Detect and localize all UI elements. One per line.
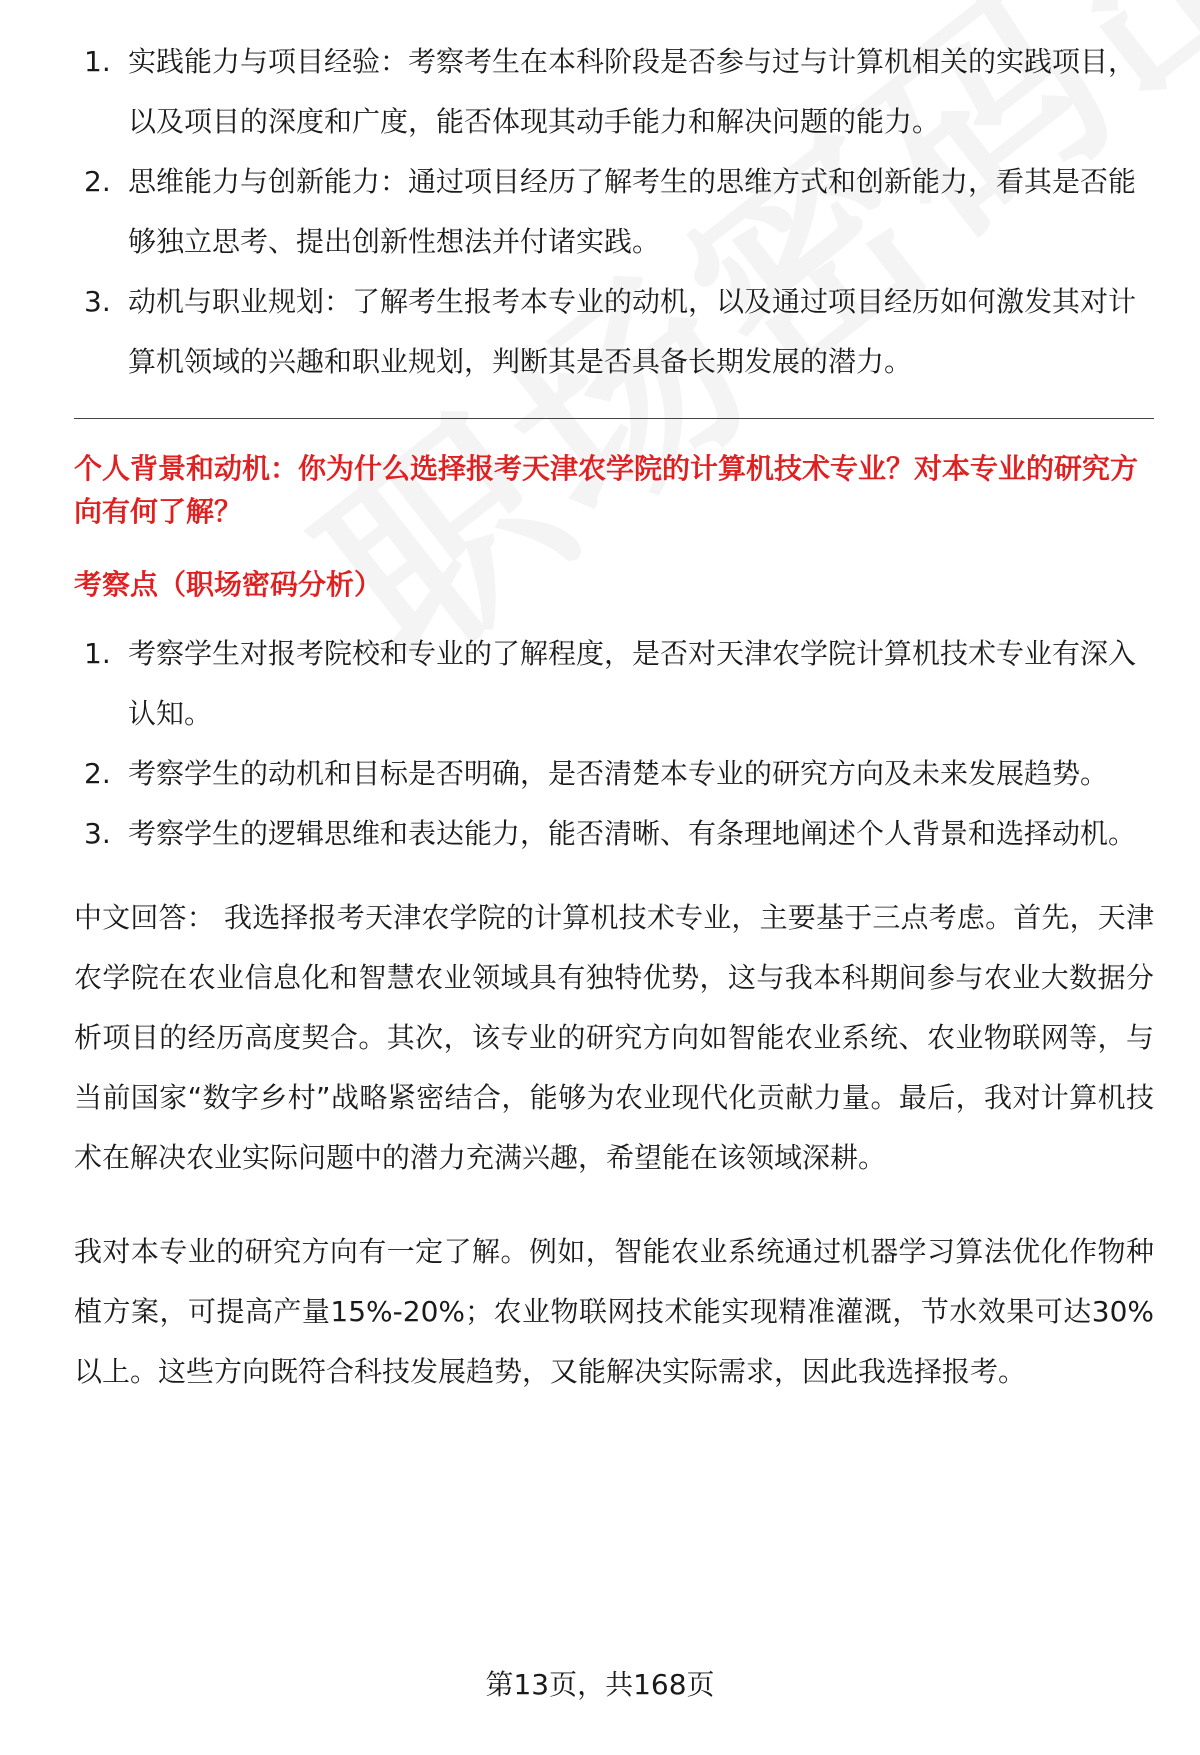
section-divider: [74, 418, 1154, 419]
list-number: 1.: [84, 45, 111, 78]
list-text: 实践能力与项目经验：考察考生在本科阶段是否参与过与计算机相关的实践项目，以及项目的深度和广度，能否体现其动手能力和解决问题的能力。: [128, 45, 1137, 138]
list-text: 思维能力与创新能力：通过项目经历了解考生的思维方式和创新能力，看其是否能够独立思考、提出创新性想法并付诸实践。: [128, 165, 1137, 258]
list-text: 动机与职业规划：了解考生报考本专业的动机，以及通过项目经历如何激发其对计算机领域的兴趣和职业规划，判断其是否具备长期发展的潜力。: [128, 285, 1137, 378]
list-item: [74, 32, 1154, 152]
exam-points-heading: 考察点（职场密码分析）: [74, 568, 383, 601]
criteria-list: [74, 32, 1154, 392]
list-item: [74, 744, 1154, 804]
list-number: 3.: [84, 817, 111, 850]
list-text: 考察学生对报考院校和专业的了解程度，是否对天津农学院计算机技术专业有深入认知。: [128, 637, 1137, 730]
answer-paragraph: 中文回答： 我选择报考天津农学院的计算机技术专业，主要基于三点考虑。首先，天津农学院在农业信息化和智慧农业领域具有独特优势，这与我本科期间参与农业大数据分析项目的经历高度契合。其次，该专业的研究方向如智能农业系统、农业物联网等，与当前国家“数字乡村”战略紧密结合，能够为农业现代化贡献力量。最后，我对计算机技术在解决农业实际问题中的潜力充满兴趣，希望能在该领域深耕。: [74, 901, 1154, 1174]
exam-points-list: [74, 624, 1154, 864]
list-item: [74, 624, 1154, 744]
list-item: [74, 152, 1154, 272]
list-text: 考察学生的动机和目标是否明确，是否清楚本专业的研究方向及未来发展趋势。: [128, 757, 1109, 790]
list-item: [74, 272, 1154, 392]
list-number: 1.: [84, 637, 111, 670]
page-content: [74, 40, 1154, 1402]
answer-paragraph: 我对本专业的研究方向有一定了解。例如，智能农业系统通过机器学习算法优化作物种植方案，可提高产量15%-20%；农业物联网技术能实现精准灌溉，节水效果可达30%以上。这些方向既符合科技发展趋势，又能解决实际需求，因此我选择报考。: [74, 1235, 1154, 1388]
question-heading: 个人背景和动机：你为什么选择报考天津农学院的计算机技术专业？对本专业的研究方向有何了解？: [74, 452, 1139, 528]
list-number: 3.: [84, 285, 111, 318]
page-number: 第13页，共168页: [485, 1668, 715, 1701]
list-number: 2.: [84, 757, 111, 790]
list-number: 2.: [84, 165, 111, 198]
list-item: [74, 804, 1154, 864]
list-text: 考察学生的逻辑思维和表达能力，能否清晰、有条理地阐述个人背景和选择动机。: [128, 817, 1137, 850]
